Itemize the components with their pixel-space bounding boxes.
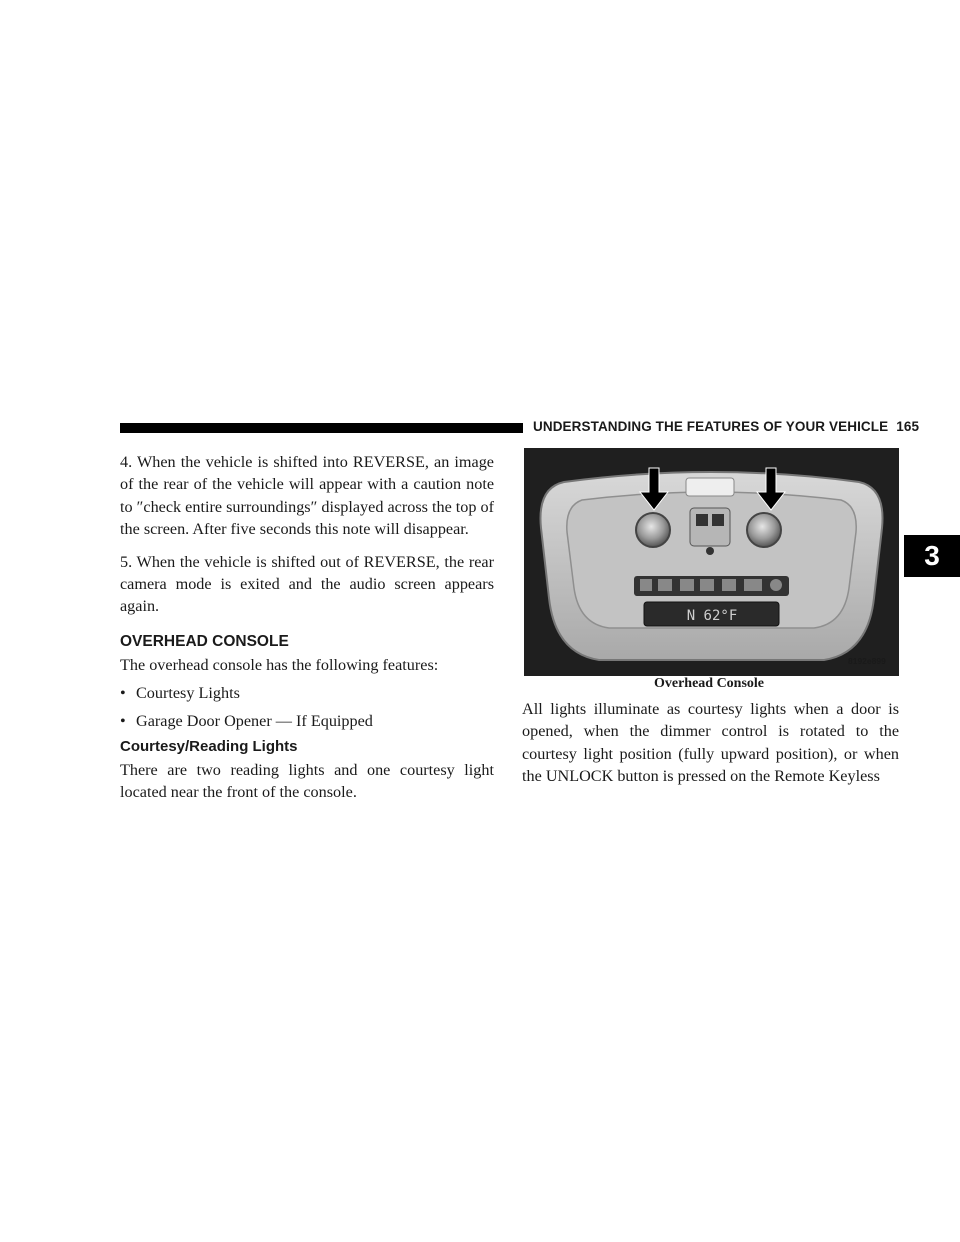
feature-list — [120, 682, 494, 732]
left-reading-light — [636, 513, 670, 547]
subheading-reading-lights: Courtesy/Reading Lights — [120, 738, 298, 756]
overhead-console-illustration — [524, 448, 899, 676]
list-item-text: Courtesy Lights — [136, 684, 240, 703]
section-title: UNDERSTANDING THE FEATURES OF YOUR VEHICLE — [533, 419, 889, 434]
list-item-text: Garage Door Opener — If Equipped — [136, 711, 373, 730]
sensor-icon — [706, 547, 714, 555]
section-heading-overhead-console: OVERHEAD CONSOLE — [120, 632, 289, 650]
paragraph-step-4: 4. When the vehicle is shifted into REVERSE, an image of the rear of the vehicle will appear with a caution note to ″check entire surroundings″ displayed across the top of the screen. After five seconds this note will disappear. — [120, 453, 495, 539]
list-item — [120, 710, 494, 732]
right-reading-light — [747, 513, 781, 547]
console-button — [680, 579, 694, 591]
running-header — [533, 419, 920, 434]
page-number: 165 — [896, 419, 920, 434]
paragraph-step-5: 5. When the vehicle is shifted out of REVERSE, the rear camera mode is exited and the audio screen appears again. — [120, 552, 494, 616]
list-item — [120, 682, 494, 704]
right-column — [522, 698, 899, 788]
display-readout: N 62°F — [686, 608, 738, 624]
chapter-tab: 3 — [904, 535, 960, 577]
overhead-console-figure — [524, 448, 899, 676]
reading-lights-text: There are two reading lights and one courtesy light located near the front of the console. — [120, 761, 494, 802]
figure-caption: Overhead Console — [653, 676, 765, 691]
overhead-intro: The overhead console has the following features: — [120, 655, 439, 674]
garage-button-2 — [712, 514, 724, 526]
header-rule — [120, 423, 523, 433]
console-button — [722, 579, 736, 591]
console-button — [744, 579, 762, 591]
left-column — [120, 451, 494, 814]
garage-opener-panel — [690, 508, 730, 546]
console-button — [640, 579, 652, 591]
console-button — [700, 579, 714, 591]
figure-code: 8192e899 — [848, 656, 886, 666]
courtesy-lights-text: All lights illuminate as courtesy lights when a door is opened, when the dimmer control is rotated to the courtesy light position (fully upward position), or when the UNLOCK button is pressed on the Remote Keyless — [522, 700, 899, 786]
console-knob — [770, 579, 782, 591]
console-button — [658, 579, 672, 591]
bullet-icon: • — [120, 711, 126, 730]
bullet-icon: • — [120, 684, 126, 703]
garage-button-1 — [696, 514, 708, 526]
courtesy-light-lens — [686, 478, 734, 496]
